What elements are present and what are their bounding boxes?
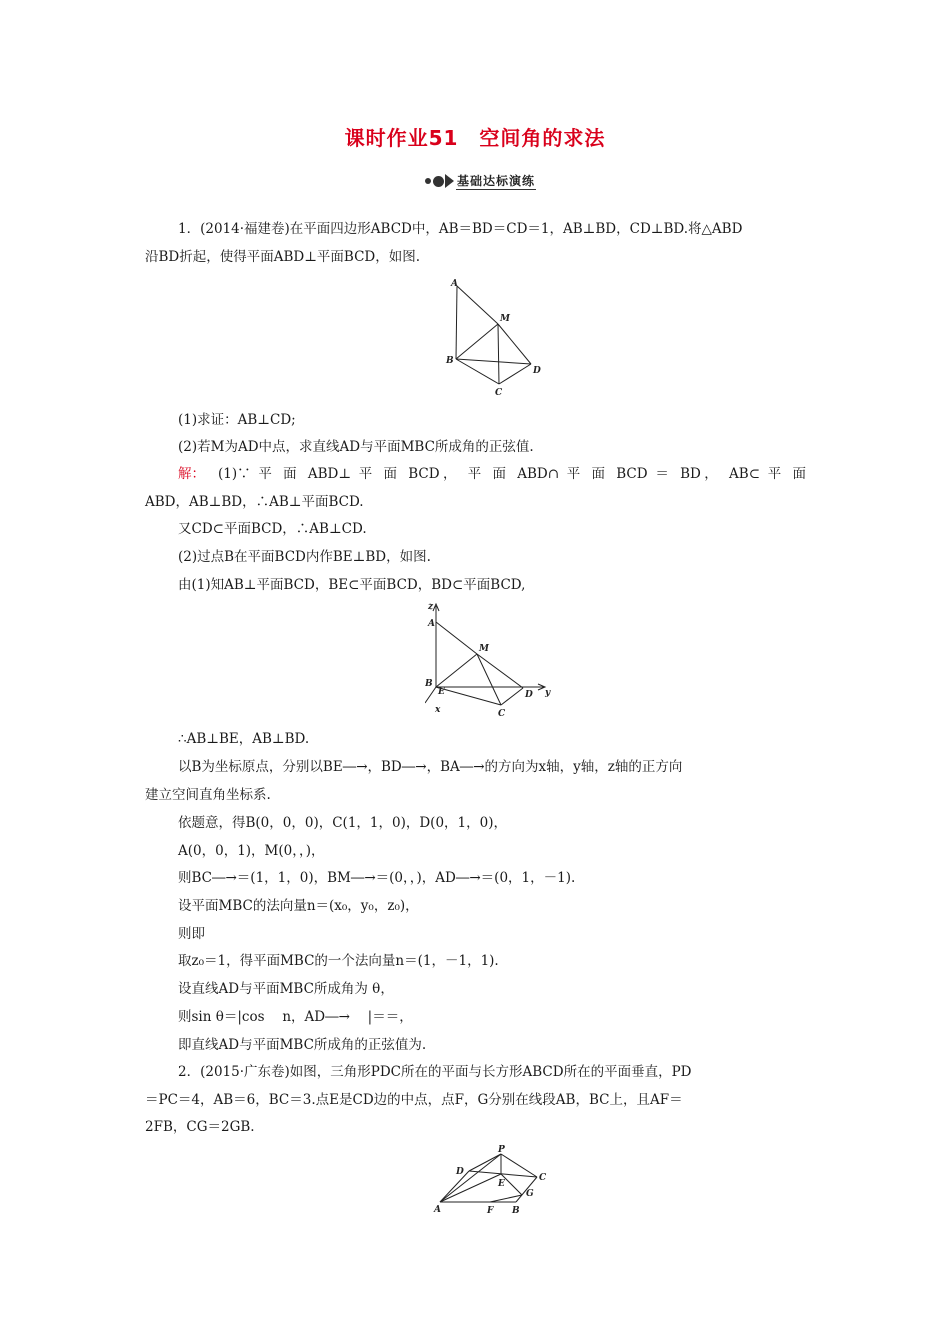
solution-1-line-3: 又CD⊂平面BCD，∴AB⊥CD.	[178, 521, 367, 537]
problem-1-question-1: (1)求证：AB⊥CD;	[178, 412, 296, 428]
fig2-label-y: y	[545, 688, 551, 698]
solution-1-line-13: 则即	[178, 926, 205, 942]
problem-2-line-3: 2FB，CG＝2GB.	[145, 1119, 255, 1135]
fig3-label-b: B	[512, 1206, 520, 1216]
section-banner-label: 基础达标演练	[457, 174, 536, 188]
solution-1-line-4: (2)过点B在平面BCD内作BE⊥BD，如图.	[178, 549, 431, 565]
problem-1-question-2: (2)若M为AD中点，求直线AD与平面MBC所成角的正弦值.	[178, 439, 534, 455]
figure-pyramid-svg	[432, 1144, 557, 1216]
figure-coordinate-system-svg	[425, 602, 560, 720]
fig1-label-d: D	[533, 366, 541, 376]
fig3-label-e: E	[498, 1179, 505, 1189]
fig2-label-c: C	[498, 709, 506, 719]
problem-1-line-1: 1．(2014·福建卷)在平面四边形ABCD中，AB＝BD＝CD＝1，AB⊥BD，CD⊥BD.将△ABD	[178, 221, 743, 237]
fig2-label-z: z	[428, 602, 434, 612]
solution-1-line-1: (1)∵ 平 面 ABD⊥ 平 面 BCD， 平 面 ABD∩ 平 面 BCD ＝ BD， AB⊂ 平 面	[218, 466, 806, 482]
fig3-label-g: G	[526, 1189, 534, 1199]
fig1-label-m: M	[500, 314, 510, 324]
figure-tetrahedron-svg	[440, 276, 550, 401]
solution-1-line-12: 设平面MBC的法向量n＝(x₀，y₀，z₀)，	[178, 898, 419, 914]
fig3-label-d: D	[456, 1167, 464, 1177]
fig1-label-b: B	[446, 356, 454, 366]
solution-1-line-14: 取z₀＝1，得平面MBC的一个法向量n＝(1，－1，1).	[178, 953, 499, 969]
fig2-label-e: E	[438, 687, 445, 697]
solution-1-line-2: ABD，AB⊥BD，∴AB⊥平面BCD.	[145, 494, 364, 510]
solution-1-line-7: 以B为坐标原点，分别以BE―→，BD―→，BA―→的方向为x轴，y轴，z轴的正方向	[178, 759, 683, 775]
fig3-label-a: A	[434, 1205, 441, 1215]
fig3-label-c: C	[539, 1173, 547, 1183]
figure-pyramid	[432, 1144, 557, 1216]
small-dot-icon	[425, 178, 431, 184]
problem-1-line-2: 沿BD折起，使得平面ABD⊥平面BCD，如图.	[145, 249, 421, 265]
solution-1-line-5: 由(1)知AB⊥平面BCD，BE⊂平面BCD，BD⊂平面BCD,	[178, 577, 526, 593]
section-banner	[425, 171, 536, 191]
fig2-label-b: B	[425, 679, 433, 689]
figure-coordinate-system	[425, 602, 560, 720]
fig1-label-c: C	[495, 388, 503, 398]
solution-1-line-6: ∴AB⊥BE，AB⊥BD.	[178, 731, 310, 747]
fig2-label-m: M	[479, 644, 489, 654]
figure-tetrahedron	[440, 276, 550, 401]
fig3-label-f: F	[487, 1206, 494, 1216]
solution-1-line-15: 设直线AD与平面MBC所成角为 θ，	[178, 981, 394, 997]
problem-2-line-1: 2．(2015·广东卷)如图，三角形PDC所在的平面与长方形ABCD所在的平面垂直，PD	[178, 1064, 692, 1080]
solution-1-line-9: 依题意，得B(0，0，0)，C(1，1，0)，D(0，1，0)，	[178, 815, 507, 831]
fig2-label-a: A	[428, 619, 435, 629]
large-dot-icon	[433, 176, 444, 187]
solution-1-line-17: 即直线AD与平面MBC所成角的正弦值为.	[178, 1037, 427, 1053]
page-title: 课时作业51 空间角的求法	[344, 126, 606, 150]
solution-1-line-16: 则sin θ＝|cos n，AD―→ |＝＝，	[178, 1009, 413, 1025]
problem-2-line-2: ＝PC＝4，AB＝6，BC＝3.点E是CD边的中点，点F，G分别在线段AB，BC上，且AF＝	[145, 1092, 683, 1108]
solution-label: 解：	[178, 466, 205, 482]
fig2-label-d: D	[525, 690, 533, 700]
fig3-label-p: P	[498, 1145, 505, 1155]
solution-1-line-10: A(0，0，1)，M(0，，)，	[178, 843, 325, 859]
fig2-label-x: x	[435, 705, 441, 715]
solution-1-line-11: 则BC―→＝(1，1，0)，BM―→＝(0，，)，AD―→＝(0，1，－1).	[178, 870, 576, 886]
fig1-label-a: A	[451, 279, 458, 289]
arrow-icon	[445, 174, 454, 188]
solution-1-line-8: 建立空间直角坐标系.	[145, 787, 271, 803]
